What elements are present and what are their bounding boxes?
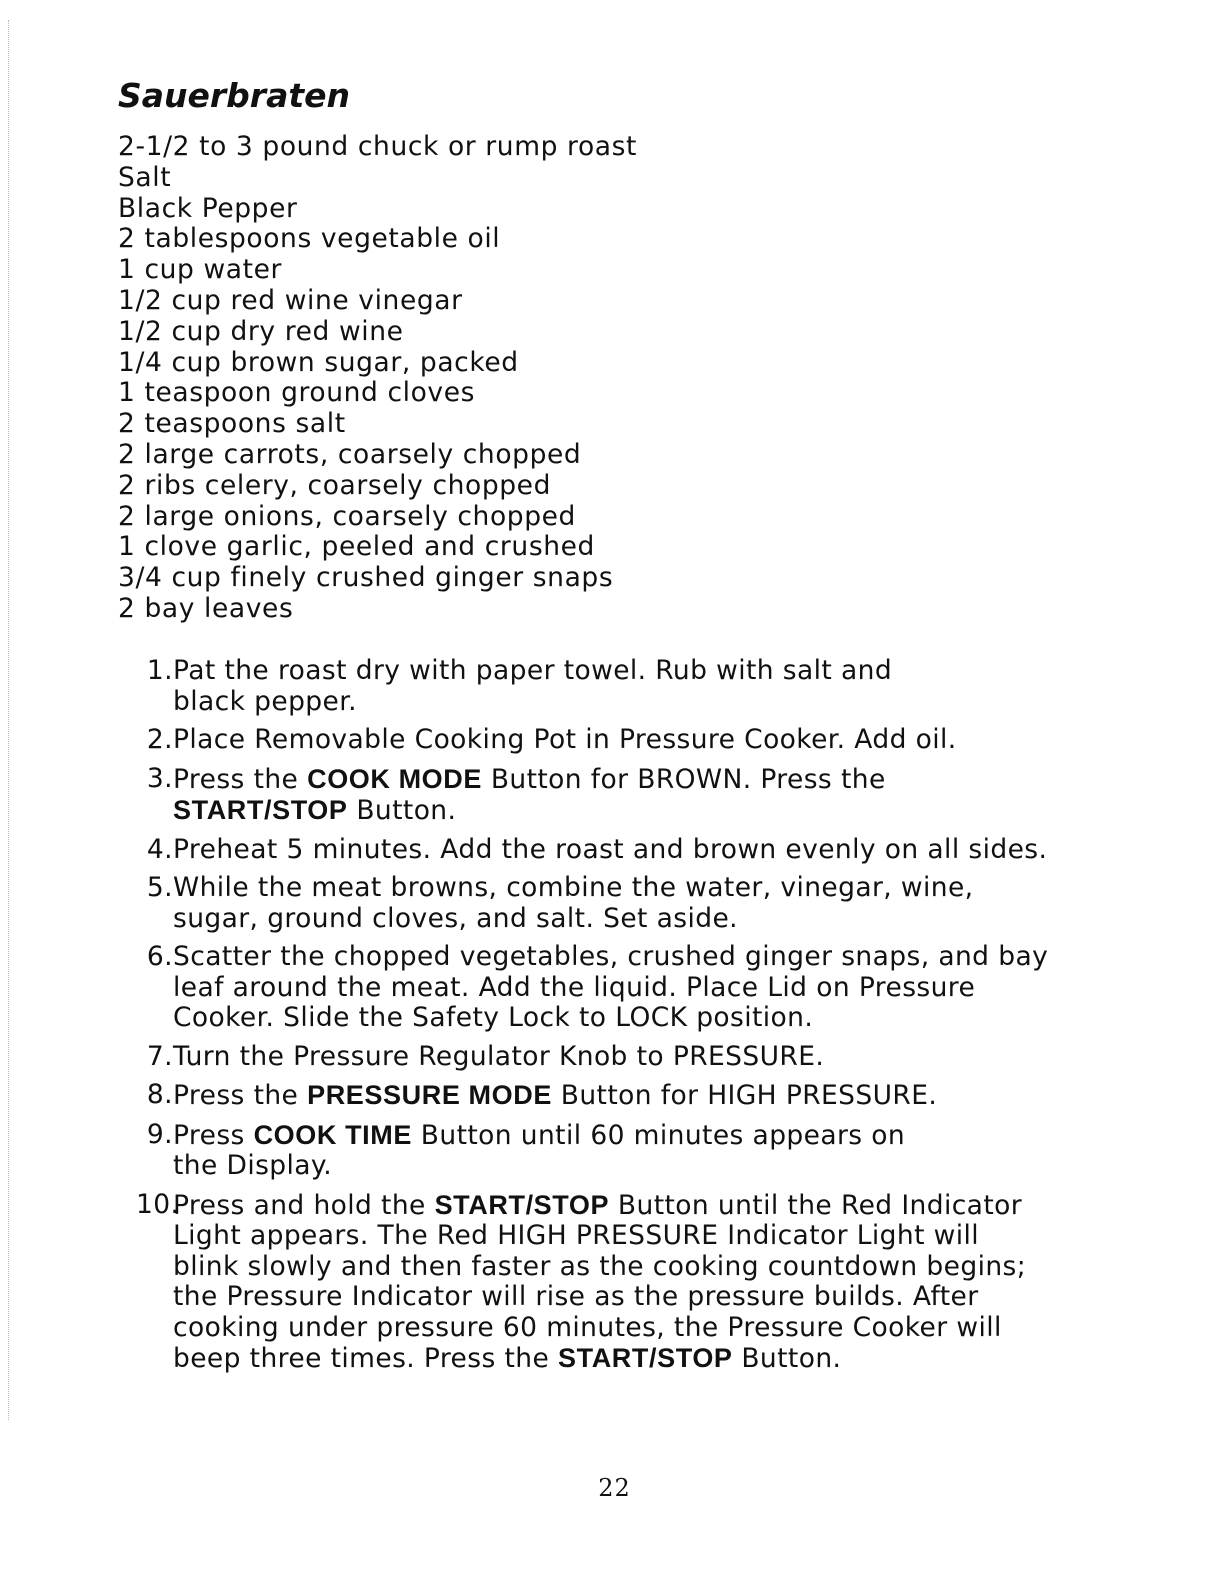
instruction-step: [136, 942, 1136, 1034]
step-text-segment: Press: [173, 1119, 254, 1151]
step-text: [173, 764, 1136, 827]
instruction-step: [136, 1120, 1136, 1182]
instruction-step: [136, 835, 1136, 866]
step-text: [173, 725, 1136, 756]
ingredient-item: 2 ribs celery, coarsely chopped: [118, 469, 551, 501]
step-text-segment: Press the: [173, 763, 308, 795]
step-text-segment: Scatter the chopped vegetables, crushed ginger snaps, and bay leaf around the meat. Add the liquid. Place Lid on Pressure Cooker. Slide the Safety Lock to LOCK position.: [173, 941, 1049, 1033]
button-name-emphasis: START/STOP: [434, 1189, 610, 1220]
button-name-emphasis: COOK TIME: [253, 1119, 412, 1150]
scan-edge-line: [8, 20, 9, 1420]
ingredient-item: 2 large onions, coarsely chopped: [118, 500, 576, 532]
ingredient-item: 2 teaspoons salt: [118, 408, 346, 440]
button-name-emphasis: COOK MODE: [307, 763, 482, 794]
ingredient-item: 2 tablespoons vegetable oil: [118, 223, 501, 255]
instruction-step: [136, 1080, 1136, 1112]
ingredient-item: 1/2 cup red wine vinegar: [118, 284, 463, 316]
instruction-steps: [136, 656, 1136, 1383]
step-text: [173, 942, 1136, 1034]
step-text-segment: While the meat browns, combine the water, vinegar, wine, sugar, ground cloves, and salt. Set aside.: [173, 872, 974, 934]
step-number: 10.: [136, 1188, 180, 1220]
page-number: 22: [598, 1474, 631, 1502]
ingredient-item: 1 clove garlic, peeled and crushed: [118, 531, 595, 563]
instruction-step: [136, 873, 1136, 934]
recipe-title: Sauerbraten: [118, 76, 350, 115]
step-text: [173, 1190, 1136, 1375]
step-number: 5.: [146, 872, 173, 903]
ingredient-item: 2-1/2 to 3 pound chuck or rump roast: [118, 131, 638, 162]
step-text-segment: Button for HIGH PRESSURE.: [551, 1080, 938, 1111]
step-text-segment: Button until the Red Indicator Light appears. The Red HIGH PRESSURE Indicator Light will blink slowly and then faster as the cooking countdown begins; the Pressure Indicator will rise as the pressure builds. After cooking under pressure 60 minutes, the Pressure Cooker will beep three times. Press the: [173, 1189, 1027, 1374]
step-number: 6.: [146, 941, 173, 972]
step-text: [173, 873, 1136, 934]
step-number: 2.: [146, 724, 173, 755]
instruction-step: [136, 1190, 1136, 1375]
step-text-segment: Button until 60 minutes appears on the Display.: [173, 1119, 906, 1181]
step-text-segment: Press and hold the: [173, 1189, 435, 1221]
step-text: [173, 835, 1136, 866]
ingredient-item: 1 cup water: [118, 254, 282, 286]
instruction-step: [136, 764, 1136, 827]
step-text: [173, 1042, 1136, 1073]
ingredient-item: 2 large carrots, coarsely chopped: [118, 438, 582, 470]
instruction-step: [136, 725, 1136, 756]
step-text-segment: Preheat 5 minutes. Add the roast and brown evenly on all sides.: [173, 833, 1048, 865]
step-text-segment: Button.: [347, 795, 457, 826]
step-text: [173, 1080, 1136, 1112]
step-text-segment: Turn the Pressure Regulator Knob to PRESSURE.: [173, 1040, 825, 1072]
step-text: [173, 1120, 1136, 1182]
ingredient-item: 3/4 cup finely crushed ginger snaps: [118, 562, 614, 594]
step-text: [173, 656, 1136, 717]
step-text-segment: Place Removable Cooking Pot in Pressure Cooker. Add oil.: [173, 724, 957, 755]
instruction-step: [136, 1042, 1136, 1073]
step-number: 3.: [146, 762, 173, 794]
step-text-segment: Press the: [173, 1080, 308, 1111]
ingredient-item: 1 teaspoon ground cloves: [118, 377, 476, 409]
step-text-segment: Button.: [732, 1343, 842, 1374]
step-text-segment: Pat the roast dry with paper towel. Rub with salt and black pepper.: [173, 655, 893, 717]
ingredient-list: [118, 132, 637, 625]
step-number: 9.: [146, 1118, 173, 1150]
ingredient-item: 1/2 cup dry red wine: [118, 315, 404, 347]
step-number: 8.: [146, 1079, 173, 1110]
ingredient-item: 1/4 cup brown sugar, packed: [118, 346, 519, 378]
step-number: 1.: [146, 655, 173, 686]
step-number: 7.: [146, 1040, 173, 1072]
ingredient-item: 2 bay leaves: [118, 592, 294, 624]
step-number: 4.: [146, 833, 173, 865]
button-name-emphasis: START/STOP: [558, 1343, 733, 1373]
ingredient-item: Salt: [118, 161, 172, 193]
button-name-emphasis: START/STOP: [173, 795, 348, 825]
instruction-step: [136, 656, 1136, 717]
button-name-emphasis: PRESSURE MODE: [307, 1080, 552, 1110]
ingredient-item: Black Pepper: [118, 192, 298, 224]
step-text-segment: Button for BROWN. Press the: [490, 763, 886, 795]
